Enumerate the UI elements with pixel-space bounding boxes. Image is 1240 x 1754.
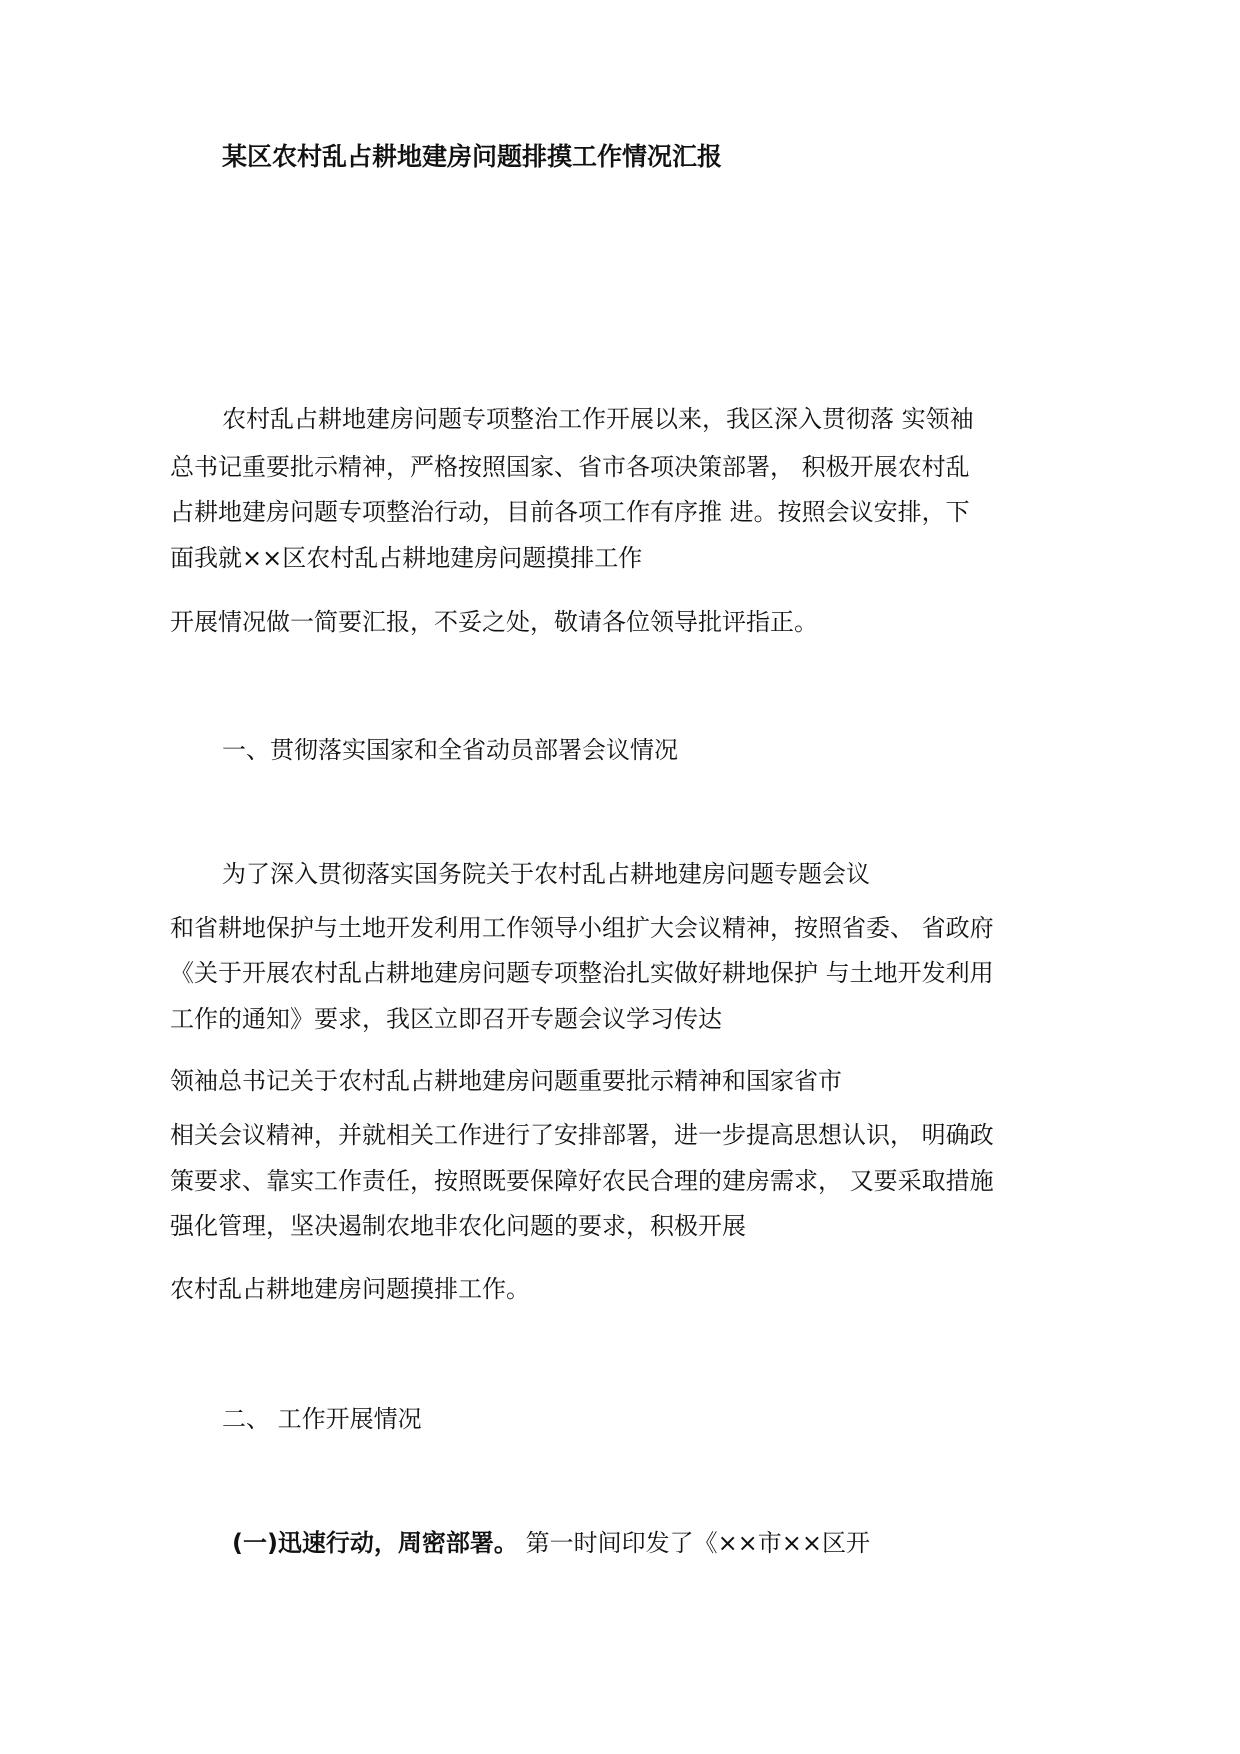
paragraph-line: 相关会议精神，并就相关工作进行了安排部署，进一步提高思想认识， 明确政 bbox=[170, 1121, 994, 1149]
section-heading-2: 二、 工作开展情况 bbox=[222, 1405, 422, 1433]
paragraph-line: 领袖总书记关于农村乱占耕地建房问题重要批示精神和国家省市 bbox=[170, 1067, 842, 1095]
paragraph-line: 策要求、靠实工作责任，按照既要保障好农民合理的建房需求， 又要采取措施 bbox=[170, 1167, 994, 1195]
paragraph-line: 总书记重要批示精神，严格按照国家、省市各项决策部署， 积极开展农村乱 bbox=[170, 453, 970, 481]
paragraph-line: 《关于开展农村乱占耕地建房问题专项整治扎实做好耕地保护 与土地开发利用 bbox=[170, 959, 994, 987]
paragraph-line: 面我就××区农村乱占耕地建房问题摸排工作 bbox=[170, 544, 643, 572]
paragraph-line: 和省耕地保护与土地开发利用工作领导小组扩大会议精神，按照省委、 省政府 bbox=[170, 914, 994, 942]
paragraph-line: 开展情况做一简要汇报，不妥之处，敬请各位领导批评指正。 bbox=[170, 608, 818, 636]
paragraph-line: 强化管理，坚决遏制农地非农化问题的要求，积极开展 bbox=[170, 1212, 746, 1240]
section-heading-1: 一、贯彻落实国家和全省动员部署会议情况 bbox=[222, 736, 678, 764]
paragraph-line: 农村乱占耕地建房问题专项整治工作开展以来，我区深入贯彻落 实领袖 bbox=[222, 405, 974, 433]
paragraph-line: 工作的通知》要求，我区立即召开专题会议学习传达 bbox=[170, 1005, 722, 1033]
paragraph-line: 为了深入贯彻落实国务院关于农村乱占耕地建房问题专题会议 bbox=[222, 860, 870, 888]
paragraph-line: 农村乱占耕地建房问题摸排工作。 bbox=[170, 1275, 530, 1303]
subsection-label: (一)迅速行动，周密部署。 bbox=[232, 1529, 518, 1557]
document-title: 某区农村乱占耕地建房问题排摸工作情况汇报 bbox=[222, 142, 723, 171]
paragraph-line: 占耕地建房问题专项整治行动，目前各项工作有序推 进。按照会议安排，下 bbox=[170, 498, 970, 526]
subsection-line bbox=[232, 1528, 870, 1558]
subsection-text: 第一时间印发了《××市××区开 bbox=[517, 1529, 871, 1557]
